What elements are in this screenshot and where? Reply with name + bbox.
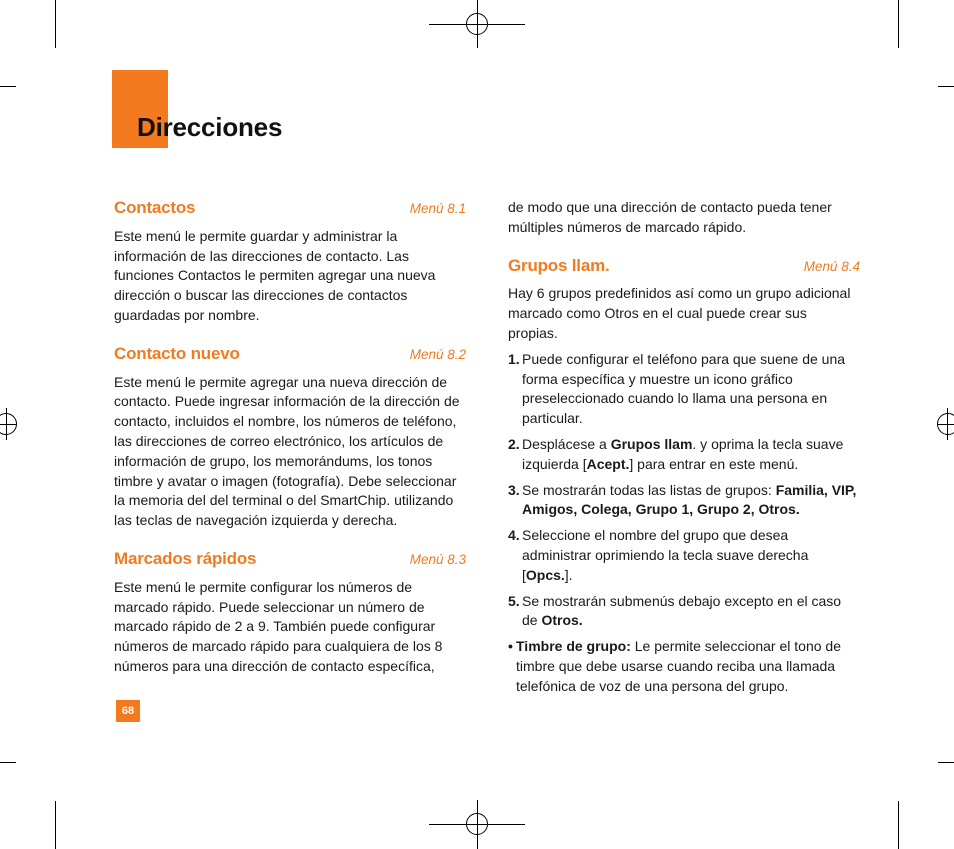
item-text-bold: Familia, VIP, Amigos, Colega, Grupo 1, Grupo 2, Otros.	[522, 481, 857, 518]
item-text-bold: Grupos llam	[610, 435, 693, 452]
section-header	[114, 549, 466, 570]
section-header	[114, 198, 466, 219]
item-number: 1.	[508, 350, 520, 367]
section-header	[114, 344, 466, 365]
section-title: Contacto nuevo	[114, 343, 240, 363]
item-text-part: Se mostrarán todas las listas de grupos:	[522, 481, 776, 498]
item-number: 5.	[508, 592, 520, 609]
menu-reference: Menú 8.1	[409, 201, 466, 216]
crop-mark	[55, 0, 56, 48]
bullet-label: Timbre de grupo:	[516, 638, 631, 655]
section-intro: Hay 6 grupos predefinidos así como un grupo adicional marcado como Otros en el cual puede crear sus propias.	[508, 285, 851, 341]
section-title: Marcados rápidos	[114, 548, 257, 568]
list-item	[508, 526, 860, 585]
section-grupos-llam	[508, 256, 860, 697]
item-text	[522, 481, 860, 521]
list-item	[508, 350, 860, 429]
item-text	[522, 592, 860, 632]
item-text	[522, 435, 860, 475]
item-text-bold: Opcs.	[525, 566, 565, 583]
section-contactos	[114, 198, 466, 326]
item-text-part: . y oprima la tecla suave izquierda [	[522, 435, 844, 472]
item-text-bold: Acept.	[586, 455, 630, 472]
section-body-continuation: de modo que una dirección de contacto pueda tener múltiples números de marcado rápido.	[508, 199, 832, 235]
bullet-item	[508, 637, 860, 696]
item-text-bold: Otros.	[541, 612, 583, 629]
item-text: Puede configurar el teléfono para que suene de una forma específica y muestre un icono gráfico preseleccionado cuando lo llama una persona en particular.	[522, 350, 846, 427]
section-header	[508, 256, 860, 277]
crop-mark	[938, 86, 954, 87]
crop-mark	[0, 86, 16, 87]
item-text-part: Se mostrarán submenús debajo excepto en el caso de	[522, 592, 842, 629]
section-body: Este menú le permite guardar y administrar la información de las direcciones de contacto. Las funciones Contactos le permiten agregar una nueva dirección o buscar las direcciones de contactos guardadas por nombre.	[114, 227, 436, 323]
right-column	[508, 198, 860, 697]
item-text-part: ].	[564, 566, 573, 583]
item-text-part: Desplácese a	[522, 435, 611, 452]
menu-reference: Menú 8.3	[409, 551, 466, 567]
bullet-icon: •	[508, 638, 513, 655]
item-number: 2.	[508, 435, 520, 452]
page-title: Direcciones	[137, 112, 283, 142]
item-number: 4.	[508, 527, 520, 544]
section-body: Este menú le permite agregar una nueva dirección de contacto. Puede ingresar información de la dirección de contacto, incluidos el nombre, los números de teléfono, las direcciones de correo electrónico, los artículos de información de grupo, los memorándums, los tonos timbre y avatar o imagen (fotografía). Debe seleccionar la memoria del del terminal o del SmartChip. utilizando las teclas de navegación izquierda y derecha.	[114, 373, 460, 529]
list-item	[508, 592, 860, 632]
left-column	[114, 198, 466, 677]
menu-reference: Menú 8.4	[803, 258, 860, 274]
item-text-part: Seleccione el nombre del grupo que desea administrar oprimiendo la tecla suave derecha [	[522, 527, 809, 583]
crop-mark	[938, 762, 954, 763]
section-title: Contactos	[114, 198, 196, 217]
section-title: Grupos llam.	[508, 255, 610, 275]
item-text	[522, 526, 860, 585]
crop-mark	[55, 801, 56, 849]
bullet-text	[516, 637, 860, 696]
crop-mark	[898, 801, 899, 849]
crop-mark	[0, 762, 16, 763]
menu-reference: Menú 8.2	[409, 346, 466, 362]
crop-mark	[898, 0, 899, 48]
section-body: Este menú le permite configurar los números de marcado rápido. Puede seleccionar un número de marcado rápido de 2 a 9. También puede configurar números de marcado rápido para cualquiera de los 8 números para una dirección de contacto específica,	[114, 578, 443, 674]
item-number: 3.	[508, 481, 520, 498]
list-item	[508, 481, 860, 521]
section-contacto-nuevo	[114, 344, 466, 531]
section-marcados-rapidos	[114, 549, 466, 677]
list-item	[508, 435, 860, 475]
bullet-body: Le permite seleccionar el tono de timbre que debe usarse cuando reciba una llamada telefónica de voz de una persona del grupo.	[516, 638, 841, 694]
item-text-part: ] para entrar en este menú.	[629, 455, 799, 472]
page-number: 68	[116, 700, 140, 722]
